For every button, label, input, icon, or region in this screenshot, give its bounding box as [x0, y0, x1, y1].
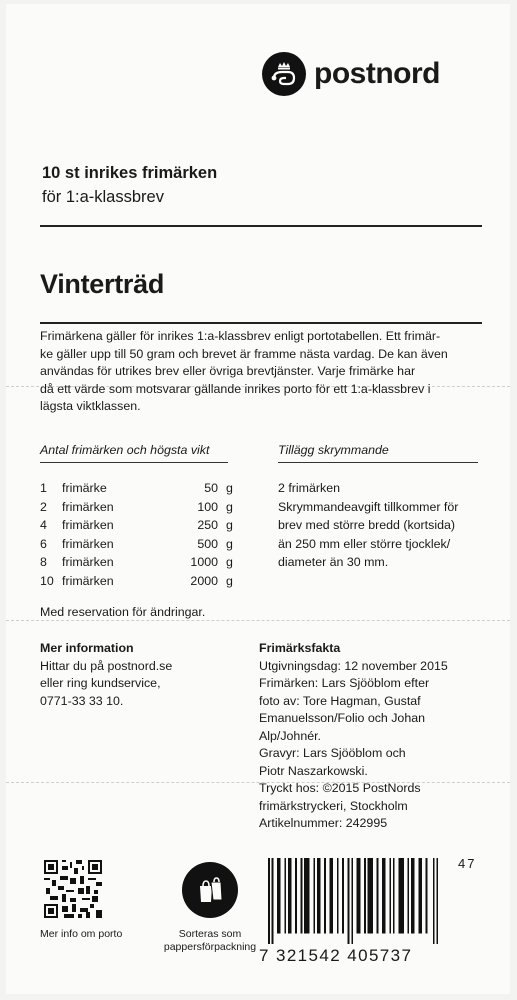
- weight-cell: 2000: [190, 573, 218, 588]
- rate-table-heading: Antal frimärken och högsta vikt: [40, 443, 210, 457]
- count-cell: 2: [40, 499, 47, 514]
- count-cell: 10: [40, 573, 54, 588]
- weight-cell: 50: [204, 481, 218, 496]
- qr-caption: Mer info om porto: [40, 928, 123, 940]
- rate-table: [40, 479, 240, 590]
- facts-line: Alp/Johnér.: [259, 728, 321, 743]
- stamp-facts: [259, 640, 499, 833]
- intro-line: lägsta viktklassen.: [40, 399, 141, 413]
- label-cell: frimärken: [62, 536, 114, 551]
- more-info-heading: Mer information: [40, 641, 134, 655]
- unit-cell: g: [226, 536, 233, 551]
- brand-name: postnord: [314, 57, 440, 90]
- facts-line: frimärkstryckeri, Stockholm: [259, 798, 408, 813]
- barcode-label: 47: [458, 856, 477, 871]
- more-info: [40, 640, 260, 710]
- facts-line: Emanuelsson/Folio och Johan: [259, 711, 425, 725]
- bulky-line: diameter än 30 mm.: [278, 555, 389, 569]
- facts-line: Gravyr: Lars Sjööblom och: [259, 746, 406, 760]
- intro-paragraph: [40, 328, 490, 416]
- count-cell: 6: [40, 536, 47, 551]
- weight-cell: 1000: [190, 555, 218, 570]
- posthorn-crown-icon: [262, 52, 306, 96]
- bulky-line: brev med större bredd (kortsida): [278, 518, 455, 532]
- recycle-caption-line: pappersförpackning: [163, 941, 257, 953]
- unit-cell: g: [226, 481, 233, 496]
- bulky-line: än 250 mm eller större tjocklek/: [278, 536, 451, 551]
- intro-line: ke gäller upp till 50 gram och brevet är framme nästa vardag. De kan även: [40, 346, 448, 361]
- qr-code-icon: [44, 860, 102, 918]
- bulky-line: Skrymmandeavgift tillkommer för: [278, 499, 459, 514]
- bulky-heading: Tillägg skrymmande: [278, 443, 389, 457]
- unit-cell: g: [226, 555, 233, 570]
- recycle-caption: [156, 928, 264, 954]
- postnord-logo: [262, 50, 440, 98]
- table-row: [40, 535, 240, 554]
- label-cell: frimärken: [62, 555, 114, 570]
- recycle-caption-line: Sorteras som: [178, 928, 242, 940]
- unit-cell: g: [226, 573, 233, 588]
- reservation-note: Med reservation för ändringar.: [40, 605, 206, 619]
- weight-cell: 250: [197, 518, 218, 533]
- facts-line: Frimärken: Lars Sjööblom efter: [259, 676, 430, 690]
- unit-cell: g: [226, 499, 233, 514]
- divider: [40, 322, 482, 324]
- intro-line: Frimärkena gäller för inrikes 1:a-klassbrev enligt portotabellen. Ett frimär-: [40, 329, 441, 343]
- more-info-line: 0771-33 33 10.: [40, 693, 124, 708]
- label-cell: frimärken: [62, 518, 114, 533]
- bulky-text: [278, 479, 498, 572]
- barcode-icon: [268, 858, 440, 944]
- divider: [40, 225, 482, 227]
- count-cell: 8: [40, 555, 47, 570]
- table-row: [40, 516, 240, 535]
- facts-line: Tryckt hos: ©2015 PostNords: [259, 781, 421, 795]
- divider: [278, 462, 478, 463]
- more-info-line: Hittar du på postnord.se: [40, 658, 173, 673]
- more-info-line: eller ring kundservice,: [40, 676, 161, 690]
- product-class: för 1:a-klassbrev: [42, 188, 164, 206]
- product-subtitle: 10 st inrikes frimärken: [42, 164, 218, 182]
- facts-line: foto av: Tore Hagman, Gustaf: [259, 693, 421, 708]
- facts-heading: Frimärksfakta: [259, 641, 341, 655]
- table-row: [40, 572, 240, 591]
- paper-bag-recycle-icon: [182, 862, 238, 918]
- facts-line: Utgivningsdag: 12 november 2015: [259, 658, 448, 673]
- table-row: [40, 553, 240, 572]
- label-cell: frimärke: [62, 481, 107, 496]
- table-row: [40, 479, 240, 498]
- weight-cell: 100: [197, 499, 218, 514]
- facts-line: Piotr Naszarkowski.: [259, 763, 368, 778]
- label-cell: frimärken: [62, 499, 114, 514]
- facts-line: Artikelnummer: 242995: [259, 816, 388, 830]
- label-cell: frimärken: [62, 573, 114, 588]
- intro-line: användas för utrikes brev eller övriga brevtjänster. Varje frimärke har: [40, 364, 416, 378]
- barcode-number: 7 321542 405737: [259, 946, 413, 965]
- page-title: Vinterträd: [40, 269, 165, 299]
- count-cell: 1: [40, 481, 47, 496]
- weight-cell: 500: [197, 536, 218, 551]
- intro-line: då ett värde som motsvarar gällande inrikes porto för ett 1:a-klassbrev i: [40, 381, 431, 396]
- bulky-line: 2 frimärken: [278, 481, 340, 495]
- divider: [40, 462, 228, 463]
- count-cell: 4: [40, 518, 47, 533]
- table-row: [40, 498, 240, 517]
- booklet-cover: [6, 4, 510, 994]
- unit-cell: g: [226, 518, 233, 533]
